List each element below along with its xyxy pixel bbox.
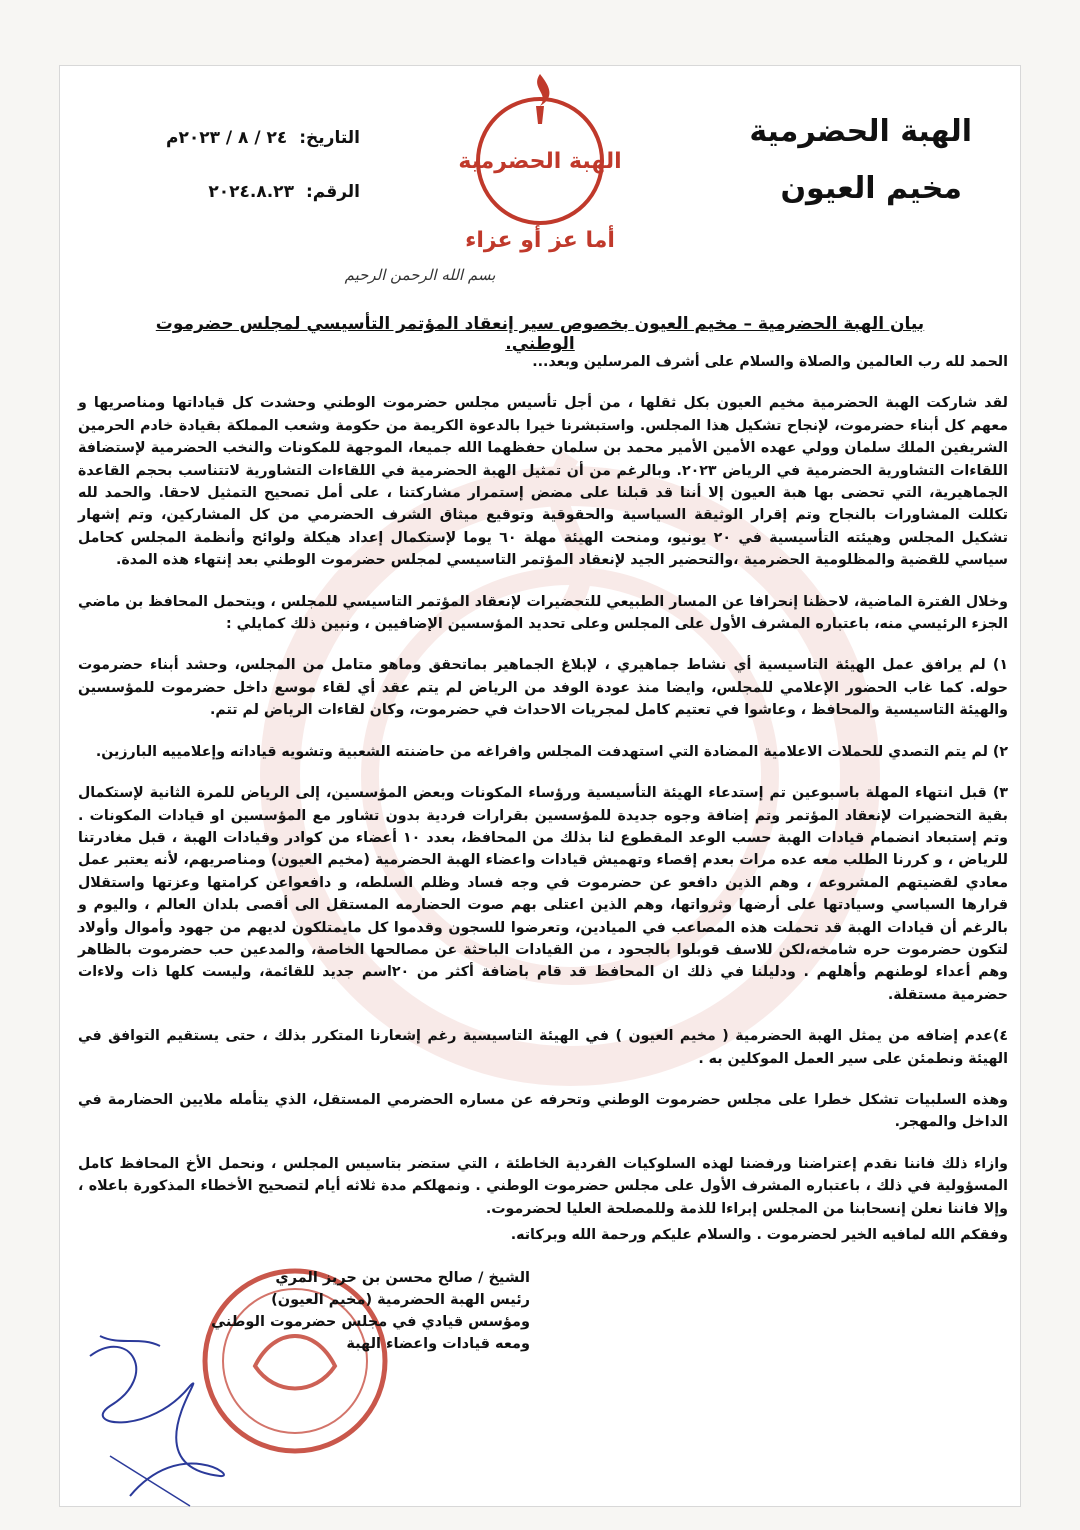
paragraph-3: وهذه السلبيات تشكل خطرا على مجلس حضرموت الوطني وتحرفه عن مساره الحضرمي المستقل، الذي يتأمله ملايين الحضارمة في الداخل والمهجر. — [78, 1091, 1008, 1131]
signer-title: رئيس الهبة الحضرمية (مخيم العيون) — [271, 1292, 530, 1308]
basmala: بسم الله الرحمن الرحيم — [344, 266, 496, 284]
paragraph-1: لقد شاركت الهبة الحضرمية مخيم العيون بكل ثقلها ، من أجل تأسيس مجلس حضرموت الوطني وحشدت كل قياداتها ومناصريها و معهم كل أبناء حضرموت، لإنجاح تشكيل هذا المجلس. واستبشرنا خيرا بالدعوة الكريمة من حكومة وشعب المملكة بقيادة خادم الحرمين الشريفين الملك سلمان وولي عهده الأمين الأمير محمد بن سلمان حفظهما الله جميعا، الموجهة للمكونات والنخب الحضرمية لإستضافة اللقاءات التشاورية الحضرمية في الرياض ٢٠٢٣. وبالرغم من أن تمثيل الهبة الحضرمية في اللقاءات التشاورية لاتتناسب بحجم القاعدة الجماهيرية، التي تحضى بها هبة العيون إلا أننا قد قبلنا على مضض إستمرار مشاركتنا ، على أمل تصحيح التمثيل لاحقا. والحمد لله تكللت المشاورات بالنجاح وتم إقرار الوثيقة السياسية والحقوقية وتوقيع ميثاق الشرف الحضرمي من كل المشاركين، وتم إشهار تشكيل المجلس وهيئته التأسيسية في ٢٠ يونيو، ومنحت الهيئة مهلة ٦٠ يوما لإستكمال إعداد هيكلة ولوائح وأنظمة المجلس كحامل سياسي للقضية والمظلومية الحضرمية ،والتحضير الجيد لإنعقاد المؤتمر التاسيسي لمجلس حضرموت الوطني بعد إنتهاء هذه المدة. — [78, 395, 1008, 569]
signer-name: الشيخ / صالح محسن بن حريز المري — [275, 1270, 530, 1286]
logo-text: الهبة الحضرمية — [458, 149, 622, 174]
point-1: ١) لم يرافق عمل الهيئة التاسيسية أي نشاط جماهيري ، لإبلاغ الجماهير بماتحقق وماهو متامل من المجلس، وحشد أبناء حضرموت حوله. كما غاب الحضور الإعلامي للمجلس، وايضا منذ عودة الوفد من الرياض لم يتم عقد أي لقاء موسع داخل حضرموت للمؤسسين والهيئة التاسيسية والمحافظ ، وعاشوا في تعتيم كامل لمجريات الاحداث في حضرموت، وكان لقاءات الرياض لم تتم. — [78, 657, 1008, 719]
document-body — [78, 351, 1008, 1265]
point-4: ٤)عدم إضافه من يمثل الهبة الحضرمية ( مخيم العيون ) في الهيئة التاسيسية رغم إشعارنا المتكرر بذلك ، حتى يستقيم التوافق في الهيئة ونطمئن على سير العمل الموكلين به . — [78, 1028, 1008, 1067]
signer-role: ومؤسس قيادي في مجلس حضرموت الوطني — [211, 1314, 530, 1330]
organization-header — [749, 114, 972, 206]
reference-row — [120, 182, 360, 202]
paragraph-2: وخلال الفترة الماضية، لاحظنا إنحرافا عن المسار الطبيعي للتحضيرات لإنعقاد المؤتمر التاسيسي للمجلس ، ويتحمل المحافظ بن ماضي الجزء الرئيسي منه، باعتباره المشرف الأول على المجلس وعلى تحديد المؤسسين الإضافيين ، ونبين ذلك كمايلي : — [78, 593, 1008, 633]
reference-label: الرقم: — [305, 182, 360, 202]
document-title: بيان الهبة الحضرمية – مخيم العيون بخصوص سير إنعقاد المؤتمر التأسيسي لمجلس حضرموت الوطني. — [155, 314, 925, 354]
paragraph-4: وازاء ذلك فاننا نقدم إعتراضنا ورفضنا لهذه السلوكيات الفردية الخاطئة ، التي ستضر بتاسيس المجلس ، ونحمل الأخ المحافظ كامل المسؤولية في ذلك ، باعتباره المشرف الأول على مجلس حضرموت الوطني . ونمهلكم مدة ثلاثه أيام لتصحيح الأخطاء المذكورة باعلاه ، وإلا فاننا نعلن إنسحابنا من المجلس إبراءا للذمة وللمصلحة العليا لحضرموت. — [78, 1155, 1008, 1217]
date-label: التاريخ: — [299, 128, 360, 148]
closing-line: وفقكم الله لمافيه الخير لحضرموت . والسلام عليكم ورحمة الله وبركاته. — [510, 1227, 1008, 1243]
camp-name: مخيم العيون — [780, 171, 962, 206]
logo-motto: أما عز أو عزاء — [465, 228, 615, 253]
point-3: ٣) قبل انتهاء المهلة باسبوعين تم إستدعاء الهيئة التأسيسية ورؤساء المكونات وبعض المؤسسين، إلى الرياض للمرة الثانية لإستكمال بقية التحضيرات لإنعقاد المؤتمر وتم إضافة وجوه جديدة للمؤسسين بقرارات فردية بدون تشاور مع المؤسسين او قيادات المكونات . وتم إستبعاد انضمام قيادات الهبة حسب الوعد المقطوع لنا بذلك من المحافظ، بعدد ١٠ أعضاء من كوادر وقيادات الهبة ، قبل مغادرتنا للرياض ، و كررنا الطلب معه عده مرات بعدم إقصاء وتهميش قيادات واعضاء الهبة الحضرمية (مخيم العيون) ومناصريهم، لأنه يعتبر عمل معادي لقضيتهم المشروعه ، وهم الذين دافعو عن حضرموت في وجه فساد وظلم السلطه، و دافعواعن كرامتها وعزتها واستقلال قرارها السياسي وسيادتها على أرضها وثرواتها، وهم الذين اعتلى بهم صوت الحضارمه المستقل الى أقصى بلدان العالم ، واليوم و بالرغم أن قيادات الهبة قد تحملت هذه المصاعب في الميادين، وتعرضوا للسجون وقدموا كل مايمتلكون لديهم من جهود وأموال وأولاد لتكون حضرموت حره شامخه،لكن للاسف قوبلوا بالجحود ، من القيادات الباحثة عن مصالحها الخاصة، والمدعين حب حضرموت بالظاهر وهم أعداء لوطنهم وأهلهم . ودليلنا في ذلك ان المحافظ قد قام باضافة أكثر من ٢٠اسم جديد للقائمة، وليست كلها ذات ولاءات حضرمية مستقلة. — [78, 785, 1008, 1003]
reference-value: ٢٠٢٤.٨.٢٣ — [208, 182, 294, 202]
date-row — [120, 128, 360, 148]
document-meta — [120, 128, 360, 236]
organization-name: الهبة الحضرمية — [749, 114, 972, 149]
signer-note: ومعه قيادات واعضاء الهبة — [346, 1336, 530, 1352]
point-2: ٢) لم يتم التصدي للحملات الاعلامية المضادة التي استهدفت المجلس وافراغه من حاضنته الشعبية وتشويه قياداته وإعلامييه البارزين. — [95, 743, 1008, 760]
signature-block — [170, 1267, 530, 1355]
date-value: ٢٤ / ٨ / ٢٠٢٣م — [166, 128, 288, 148]
greeting: الحمد لله رب العالمين والصلاة والسلام على أشرف المرسلين وبعد... — [532, 354, 1008, 370]
